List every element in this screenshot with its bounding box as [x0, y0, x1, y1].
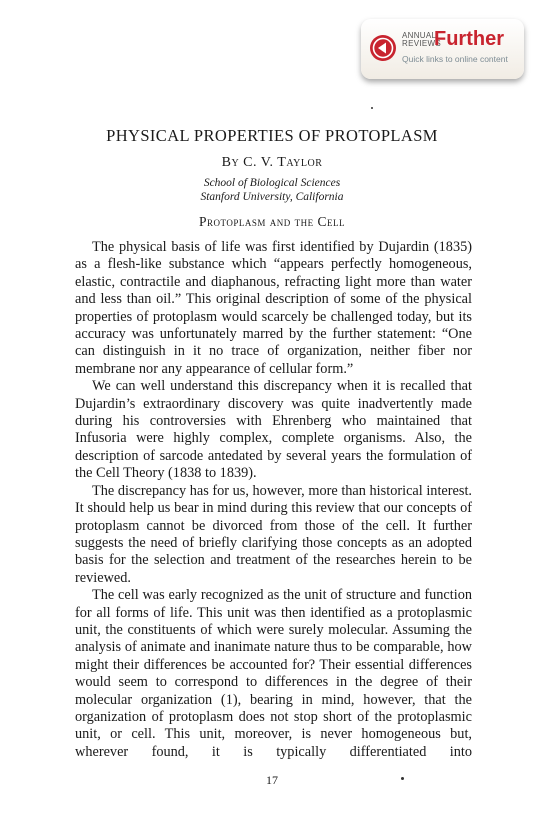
article-body — [75, 239, 472, 761]
quick-links-tagline: Quick links to online content — [402, 54, 508, 64]
author-byline: By C. V. Taylor — [221, 155, 323, 170]
reviews-label: REVIEWS — [402, 39, 441, 48]
further-quick-links-badge[interactable] — [361, 19, 524, 79]
paragraph-4: The cell was early recognized as the unit of structure and function for all forms of life. This unit was then identified as a protoplasmic unit, the constituents of which were surely molecular. Assuming the analysis of animate and inanimate nature thus to be comparable, how might their differences be accounted for? Their essential differences would seem to correspond to differences in the degree of their molecular organization (1), bearing in mind, however, that the organization of protoplasm does not stop short of the protoplasmic unit, or cell. This unit, moreover, is never homogeneous but, wherever found, it is typically differentiated into — [75, 587, 472, 760]
section-heading: Protoplasm and the Cell — [199, 214, 345, 229]
print-speck — [371, 107, 373, 109]
print-speck — [401, 777, 404, 780]
paragraph-1: The physical basis of life was first identified by Dujardin (1835) as a flesh-like substance which “appears perfectly homogeneous, elastic, contractile and diaphanous, refracting light more than water and less than oil.” This original description of some of the physical properties of protoplasm would scarcely be challenged today, but its accuracy was unfortunately marred by the further statement: “One can distinguish in it no trace of organization, neither fiber nor membrane nor any appearance of cellular form.” — [75, 239, 472, 377]
paragraph-3: The discrepancy has for us, however, more than historical interest. It should help us bear in mind during this review that our concepts of protoplasm cannot be divorced from those of the cell. It further suggests the need of briefly clarifying those concepts as an adopted basis for the selection and treatment of the researches herein to be reviewed. — [75, 482, 472, 586]
paragraph-2: We can well understand this discrepancy when it is recalled that Dujardin’s extraordinary discovery was quite inadvertently made during his controversies with Ehrenberg who maintained that Infusoria were highly complex, complete organisms. Also, the description of sarcode antedated by several years the formulation of the Cell Theory (1838 to 1839). — [75, 378, 472, 482]
arrow-left-circle-icon — [369, 34, 397, 62]
affiliation-university: Stanford University, California — [200, 191, 344, 203]
annual-label: ANNUAL — [402, 31, 437, 40]
further-label: Further — [434, 28, 504, 50]
page-number: 17 — [266, 773, 278, 787]
author-affiliation — [0, 176, 544, 204]
article-title: PHYSICAL PROPERTIES OF PROTOPLASM — [106, 126, 438, 145]
affiliation-school: School of Biological Sciences — [203, 177, 341, 189]
